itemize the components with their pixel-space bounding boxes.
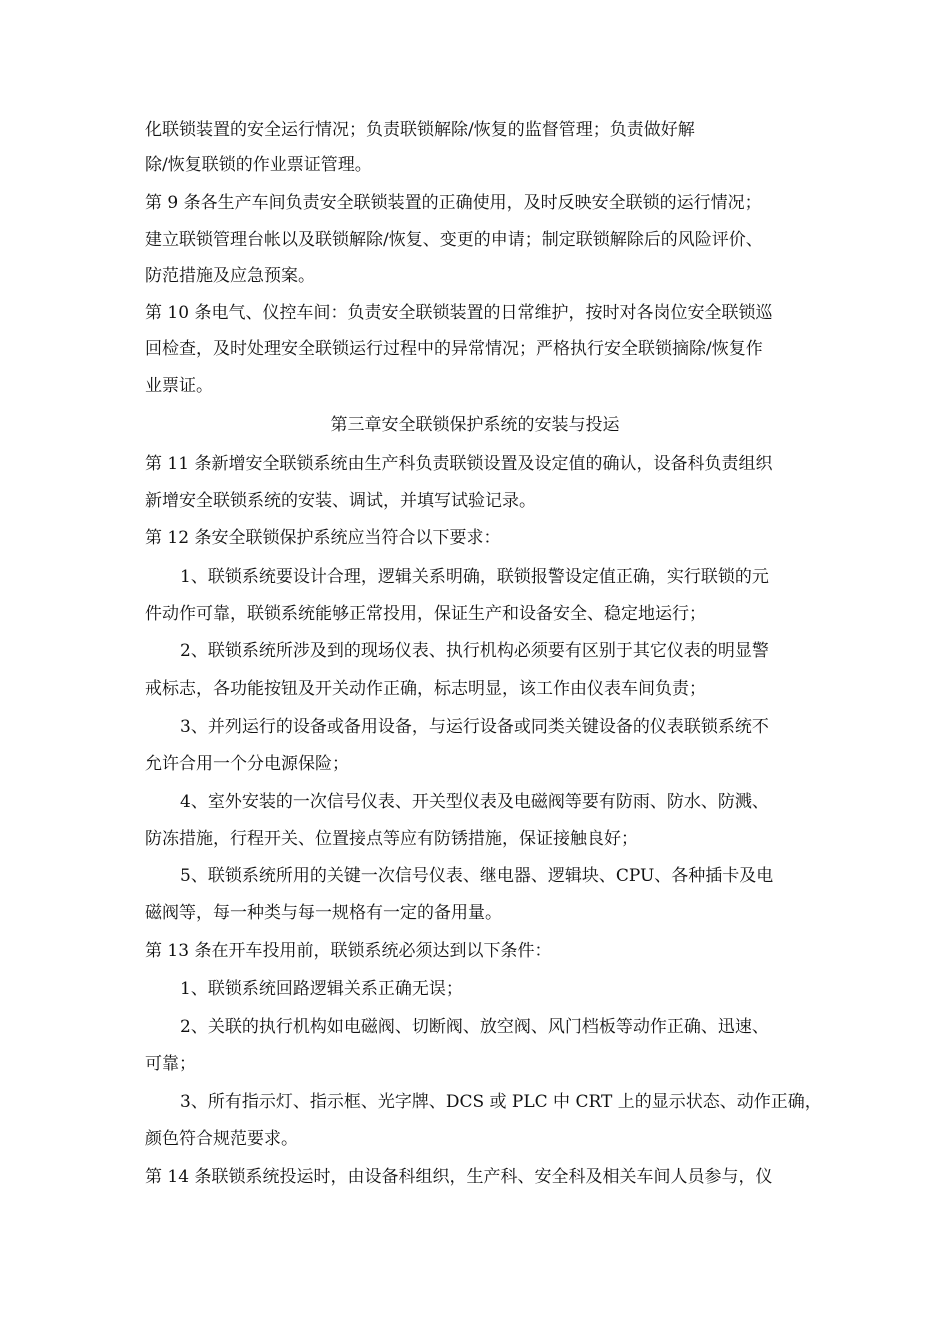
text-line: 防范措施及应急预案。 (145, 266, 315, 286)
chapter-heading: 第三章安全联锁保护系统的安装与投运 (330, 415, 620, 435)
text-line: 3、所有指示灯、指示框、光字牌、DCS 或 PLC 中 CRT 上的显示状态、动作正确， (180, 1092, 822, 1112)
text-line: 第 11 条新增安全联锁系统由生产科负责联锁设置及设定值的确认，设备科负责组织 (145, 454, 773, 474)
text-line: 除/恢复联锁的作业票证管理。 (145, 155, 372, 175)
text-line: 第 9 条各生产车间负责安全联锁装置的正确使用，及时反映安全联锁的运行情况； (145, 193, 762, 213)
text-line: 业票证。 (145, 376, 213, 396)
text-line: 5、联锁系统所用的关键一次信号仪表、继电器、逻辑块、CPU、各种插卡及电 (180, 866, 774, 886)
text-line: 建立联锁管理台帐以及联锁解除/恢复、变更的申请；制定联锁解除后的风险评价、 (145, 230, 763, 250)
text-line: 3、并列运行的设备或备用设备，与运行设备或同类关键设备的仪表联锁系统不 (180, 717, 769, 737)
text-line: 可靠； (145, 1054, 196, 1074)
text-line: 2、关联的执行机构如电磁阀、切断阀、放空阀、风门档板等动作正确、迅速、 (180, 1017, 769, 1037)
text-line: 回检查，及时处理安全联锁运行过程中的异常情况；严格执行安全联锁摘除/恢复作 (145, 339, 763, 359)
text-line: 件动作可靠，联锁系统能够正常投用，保证生产和设备安全、稳定地运行； (145, 604, 706, 624)
text-line: 1、联锁系统要设计合理，逻辑关系明确，联锁报警设定值正确，实行联锁的元 (180, 567, 769, 587)
text-line: 化联锁装置的安全运行情况；负责联锁解除/恢复的监督管理；负责做好解 (145, 120, 695, 140)
text-line: 颜色符合规范要求。 (145, 1129, 298, 1149)
text-line: 4、室外安装的一次信号仪表、开关型仪表及电磁阀等要有防雨、防水、防溅、 (180, 792, 769, 812)
text-line: 第 10 条电气、仪控车间：负责安全联锁装置的日常维护，按时对各岗位安全联锁巡 (145, 303, 773, 323)
text-line: 磁阀等，每一种类与每一规格有一定的备用量。 (145, 903, 502, 923)
text-line: 第 13 条在开车投用前，联锁系统必须达到以下条件： (145, 941, 552, 961)
text-line: 戒标志，各功能按钮及开关动作正确，标志明显，该工作由仪表车间负责； (145, 679, 706, 699)
text-line: 第 14 条联锁系统投运时，由设备科组织，生产科、安全科及相关车间人员参与，仪 (145, 1167, 773, 1187)
text-line: 1、联锁系统回路逻辑关系正确无误； (180, 979, 463, 999)
text-line: 允许合用一个分电源保险； (145, 754, 349, 774)
text-line: 新增安全联锁系统的安装、调试，并填写试验记录。 (145, 491, 536, 511)
text-line: 2、联锁系统所涉及到的现场仪表、执行机构必须要有区别于其它仪表的明显警 (180, 641, 769, 661)
text-line: 防冻措施，行程开关、位置接点等应有防锈措施，保证接触良好； (145, 829, 638, 849)
text-line: 第 12 条安全联锁保护系统应当符合以下要求： (145, 528, 501, 548)
